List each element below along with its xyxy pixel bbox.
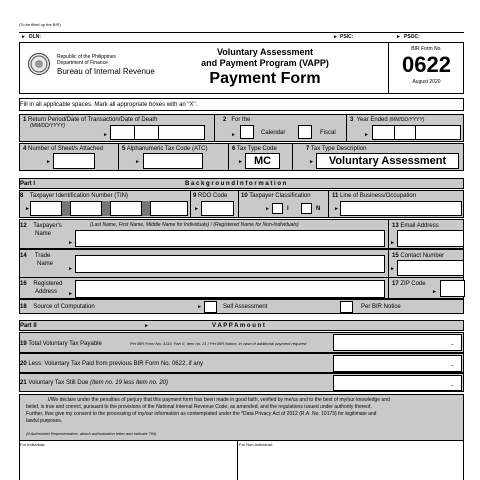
for-non-individual-label: For Non-Individual: bbox=[239, 442, 273, 447]
arrow-icon: ► bbox=[265, 206, 270, 212]
field-number: 11 bbox=[332, 193, 339, 199]
non-individual-checkbox[interactable] bbox=[301, 203, 312, 214]
tin-branch-input[interactable] bbox=[150, 201, 188, 216]
arrow-icon: ► bbox=[144, 323, 149, 329]
arrow-icon: ► bbox=[309, 159, 314, 165]
email-label: Email Address bbox=[400, 223, 439, 229]
instructions-bar bbox=[19, 98, 464, 111]
registered-address-label: Registered bbox=[33, 281, 63, 287]
arrow-icon: ► bbox=[364, 132, 369, 138]
form-title-line2: and Payment Program (VAPP) bbox=[201, 58, 329, 68]
trade-name-label: Trade bbox=[34, 253, 51, 259]
email-input[interactable] bbox=[397, 230, 464, 247]
taxpayer-name-label: Taxpayer's bbox=[33, 223, 62, 229]
total-payable-note: Per BIR Form No. 3119, Part II, Item no. 21 / Per BIR Notice, in case of additional payment required bbox=[130, 341, 307, 346]
psic-label: PSIC: bbox=[340, 34, 354, 40]
form-no-label: BIR Form No. bbox=[411, 46, 442, 52]
arrow-icon: ► bbox=[21, 34, 26, 40]
psoc-label: PSOC: bbox=[404, 34, 420, 40]
tin-part3-input[interactable] bbox=[110, 201, 142, 216]
field-number: 20 bbox=[20, 361, 27, 367]
arrow-icon: ► bbox=[194, 206, 199, 212]
tax-paid-label: Less: Voluntary Tax Paid from previous BIR Form No. 0622, if any bbox=[28, 361, 203, 367]
form-title: Payment Form bbox=[209, 70, 321, 87]
return-period-input[interactable] bbox=[110, 125, 205, 140]
arrow-icon: ► bbox=[68, 266, 73, 272]
arrow-icon: ► bbox=[390, 240, 395, 246]
divider bbox=[388, 43, 389, 93]
declaration-line1: I/We declare under the penalties of perjury that this payment form has been made in good faith, verified by me/us and to the best of my/our knowledge and bbox=[48, 397, 390, 403]
arrow-icon: ► bbox=[68, 291, 73, 297]
part1-title: B a c k g r o u n d I n f o r m a t i o n bbox=[185, 181, 287, 187]
field-number: 4 bbox=[23, 146, 27, 152]
line-of-business-input[interactable] bbox=[340, 201, 462, 216]
field-number: 17 bbox=[392, 281, 399, 287]
field-number: 10 bbox=[241, 193, 248, 199]
arrow-icon: ► bbox=[334, 206, 339, 212]
tax-paid-input[interactable]: . bbox=[333, 355, 462, 372]
sheets-attached-input[interactable] bbox=[53, 153, 95, 169]
per-bir-notice-checkbox[interactable] bbox=[340, 301, 353, 313]
individual-checkbox[interactable] bbox=[272, 203, 283, 214]
row-address bbox=[19, 277, 464, 299]
declaration-line3: Further, I/we give my consent to the processing of my/our information as contemplated under the *Data Privacy Act of 2012 (R.A. No. 10173) for legitimate and bbox=[26, 411, 377, 417]
signature-area bbox=[19, 441, 464, 480]
trade-name-label-2: Name bbox=[37, 261, 54, 267]
authorized-rep-note: (If Authorized Representative, attach authorization letter and indicate TIN) bbox=[26, 431, 157, 436]
bir-seal-icon bbox=[28, 53, 50, 75]
field-number: 18 bbox=[20, 304, 27, 310]
field-number: 3 bbox=[350, 117, 354, 123]
part1-label: Part I bbox=[20, 181, 36, 187]
form-version-date: August 2020 bbox=[412, 79, 441, 85]
field-number: 9 bbox=[193, 193, 197, 199]
field-number: 8 bbox=[20, 193, 24, 199]
taxpayer-name-hint: (Last Name, First Name, Middle Name for Individuals) / (Registered Name for Non-Individuals) bbox=[90, 222, 299, 228]
atc-label: Alphanumeric Tax Code (ATC) bbox=[126, 146, 208, 152]
field-number: 7 bbox=[306, 146, 310, 152]
zip-code-input[interactable] bbox=[440, 280, 465, 297]
per-bir-notice-label: Per BIR Notice bbox=[361, 304, 401, 310]
self-assessment-checkbox[interactable] bbox=[204, 301, 217, 313]
instructions-text: Fill in all applicable spaces. Mark all appropriate boxes with an "X". bbox=[20, 102, 198, 108]
tin-part2-input[interactable] bbox=[70, 201, 102, 216]
declaration-box bbox=[19, 394, 464, 441]
line-of-business-label: Line of Business/Occupation bbox=[340, 193, 417, 199]
form-header bbox=[19, 42, 464, 94]
rdo-code-label: RDO Code bbox=[198, 193, 228, 199]
bureau-text: Bureau of Internal Revenue bbox=[57, 67, 155, 76]
row-trade-name bbox=[19, 249, 464, 278]
dln-label: DLN: bbox=[29, 34, 41, 40]
date-format-hint: (MM/DD/YYYY) bbox=[389, 117, 425, 123]
republic-text: Republic of the Philippines bbox=[57, 54, 116, 60]
tax-type-code-field[interactable]: MC bbox=[245, 153, 280, 169]
tax-type-description-label: Tax Type Description bbox=[310, 146, 367, 152]
for-individual-label: For Individual: bbox=[20, 442, 46, 447]
bir-use-note: (To be filled up the BIR) bbox=[19, 22, 61, 27]
fiscal-label: Fiscal bbox=[320, 130, 336, 136]
total-payable-label: Total Voluntary Tax Payable bbox=[28, 341, 102, 347]
atc-input[interactable] bbox=[143, 153, 203, 169]
arrow-icon: ► bbox=[103, 132, 108, 138]
declaration-line4: lawful purposes. bbox=[26, 418, 63, 424]
field-number: 1 bbox=[23, 117, 27, 123]
row-period bbox=[19, 114, 464, 142]
arrow-icon: ► bbox=[432, 289, 437, 295]
contact-number-label: Contact Number bbox=[400, 253, 445, 259]
field-number: 21 bbox=[20, 380, 27, 386]
row-tax-paid bbox=[19, 353, 464, 373]
department-text: Department of Finance bbox=[57, 60, 108, 66]
calendar-checkbox[interactable] bbox=[240, 125, 254, 139]
arrow-icon: ► bbox=[231, 132, 236, 138]
for-the-label: For the bbox=[231, 117, 251, 123]
tax-type-description-field[interactable]: Voluntary Assessment bbox=[316, 153, 459, 169]
tax-due-note: (Item no. 19 less Item no. 20) bbox=[89, 380, 168, 386]
part2-label: Part II bbox=[20, 323, 37, 329]
field-number: 2 bbox=[223, 117, 227, 123]
row-source bbox=[19, 299, 464, 314]
non-individual-label: N bbox=[316, 206, 321, 212]
arrow-icon: ► bbox=[46, 159, 51, 165]
row-tax-type bbox=[19, 143, 464, 171]
arrow-icon: ► bbox=[135, 159, 140, 165]
taxpayer-classification-label: Taxpayer Classification bbox=[249, 193, 311, 199]
zip-code-label: ZIP Code bbox=[400, 281, 426, 287]
arrow-icon: ► bbox=[396, 34, 401, 40]
sheets-attached-label: Number of Sheet/s Attached bbox=[28, 146, 104, 152]
registered-address-label-2: Address bbox=[35, 289, 58, 295]
tax-type-code-label: Tax Type Code bbox=[236, 146, 277, 152]
trade-name-input[interactable] bbox=[75, 255, 385, 273]
total-payable-input[interactable]: . bbox=[333, 334, 462, 351]
tax-due-input[interactable]: . bbox=[333, 375, 462, 391]
arrow-icon: ► bbox=[197, 304, 202, 310]
return-period-label: Return Period/Date of Transaction/Date of Death bbox=[28, 117, 158, 123]
contact-number-input[interactable] bbox=[397, 260, 464, 276]
row-tax-due bbox=[19, 373, 464, 392]
field-number: 12 bbox=[20, 223, 27, 229]
fiscal-checkbox[interactable] bbox=[298, 125, 312, 139]
field-number: 19 bbox=[20, 341, 27, 347]
field-number: 15 bbox=[392, 253, 399, 259]
part2-header bbox=[19, 320, 464, 331]
row-total-payable bbox=[19, 332, 464, 353]
field-number: 5 bbox=[122, 146, 126, 152]
field-number: 14 bbox=[20, 253, 27, 259]
self-assessment-label: Self Assessment bbox=[223, 304, 268, 310]
source-of-computation-label: Source of Computation bbox=[33, 304, 95, 310]
declaration-line2: belief, is true and correct, pursuant to the provisions of the National Internal Revenue Code, as amended, and the regulations issued under authority thereof. bbox=[26, 404, 372, 410]
tin-part1-input[interactable] bbox=[30, 201, 62, 216]
taxpayer-name-input[interactable] bbox=[75, 230, 385, 247]
arrow-icon: ► bbox=[25, 206, 30, 212]
arrow-icon: ► bbox=[68, 240, 73, 246]
row-tin bbox=[19, 190, 464, 218]
row-name bbox=[19, 219, 464, 249]
year-ended-label: Year Ended bbox=[356, 117, 388, 123]
taxpayer-name-label-2: Name bbox=[35, 231, 52, 237]
field-number: 16 bbox=[20, 281, 27, 287]
calendar-label: Calendar bbox=[261, 130, 286, 136]
field-number: 6 bbox=[232, 146, 236, 152]
tax-due-label: Voluntary Tax Still Due bbox=[28, 380, 89, 386]
field-number: 13 bbox=[392, 223, 399, 229]
year-ended-input[interactable] bbox=[372, 125, 461, 140]
part2-title: V A P P A m o u n t bbox=[212, 323, 265, 329]
form-number: 0622 bbox=[402, 52, 451, 77]
individual-label: I bbox=[287, 206, 289, 212]
form-title-line1: Voluntary Assessment bbox=[216, 47, 314, 57]
arrow-icon: ► bbox=[390, 266, 395, 272]
arrow-icon: ► bbox=[238, 159, 243, 165]
arrow-icon: ► bbox=[333, 34, 338, 40]
divider bbox=[19, 32, 464, 33]
registered-address-input[interactable] bbox=[75, 280, 385, 298]
date-format-hint: (MM/DD/YYYY) bbox=[30, 123, 65, 129]
part1-header bbox=[19, 178, 464, 189]
rdo-code-input[interactable] bbox=[201, 201, 234, 216]
tin-label: Taxpayer Identification Number (TIN) bbox=[29, 193, 128, 199]
